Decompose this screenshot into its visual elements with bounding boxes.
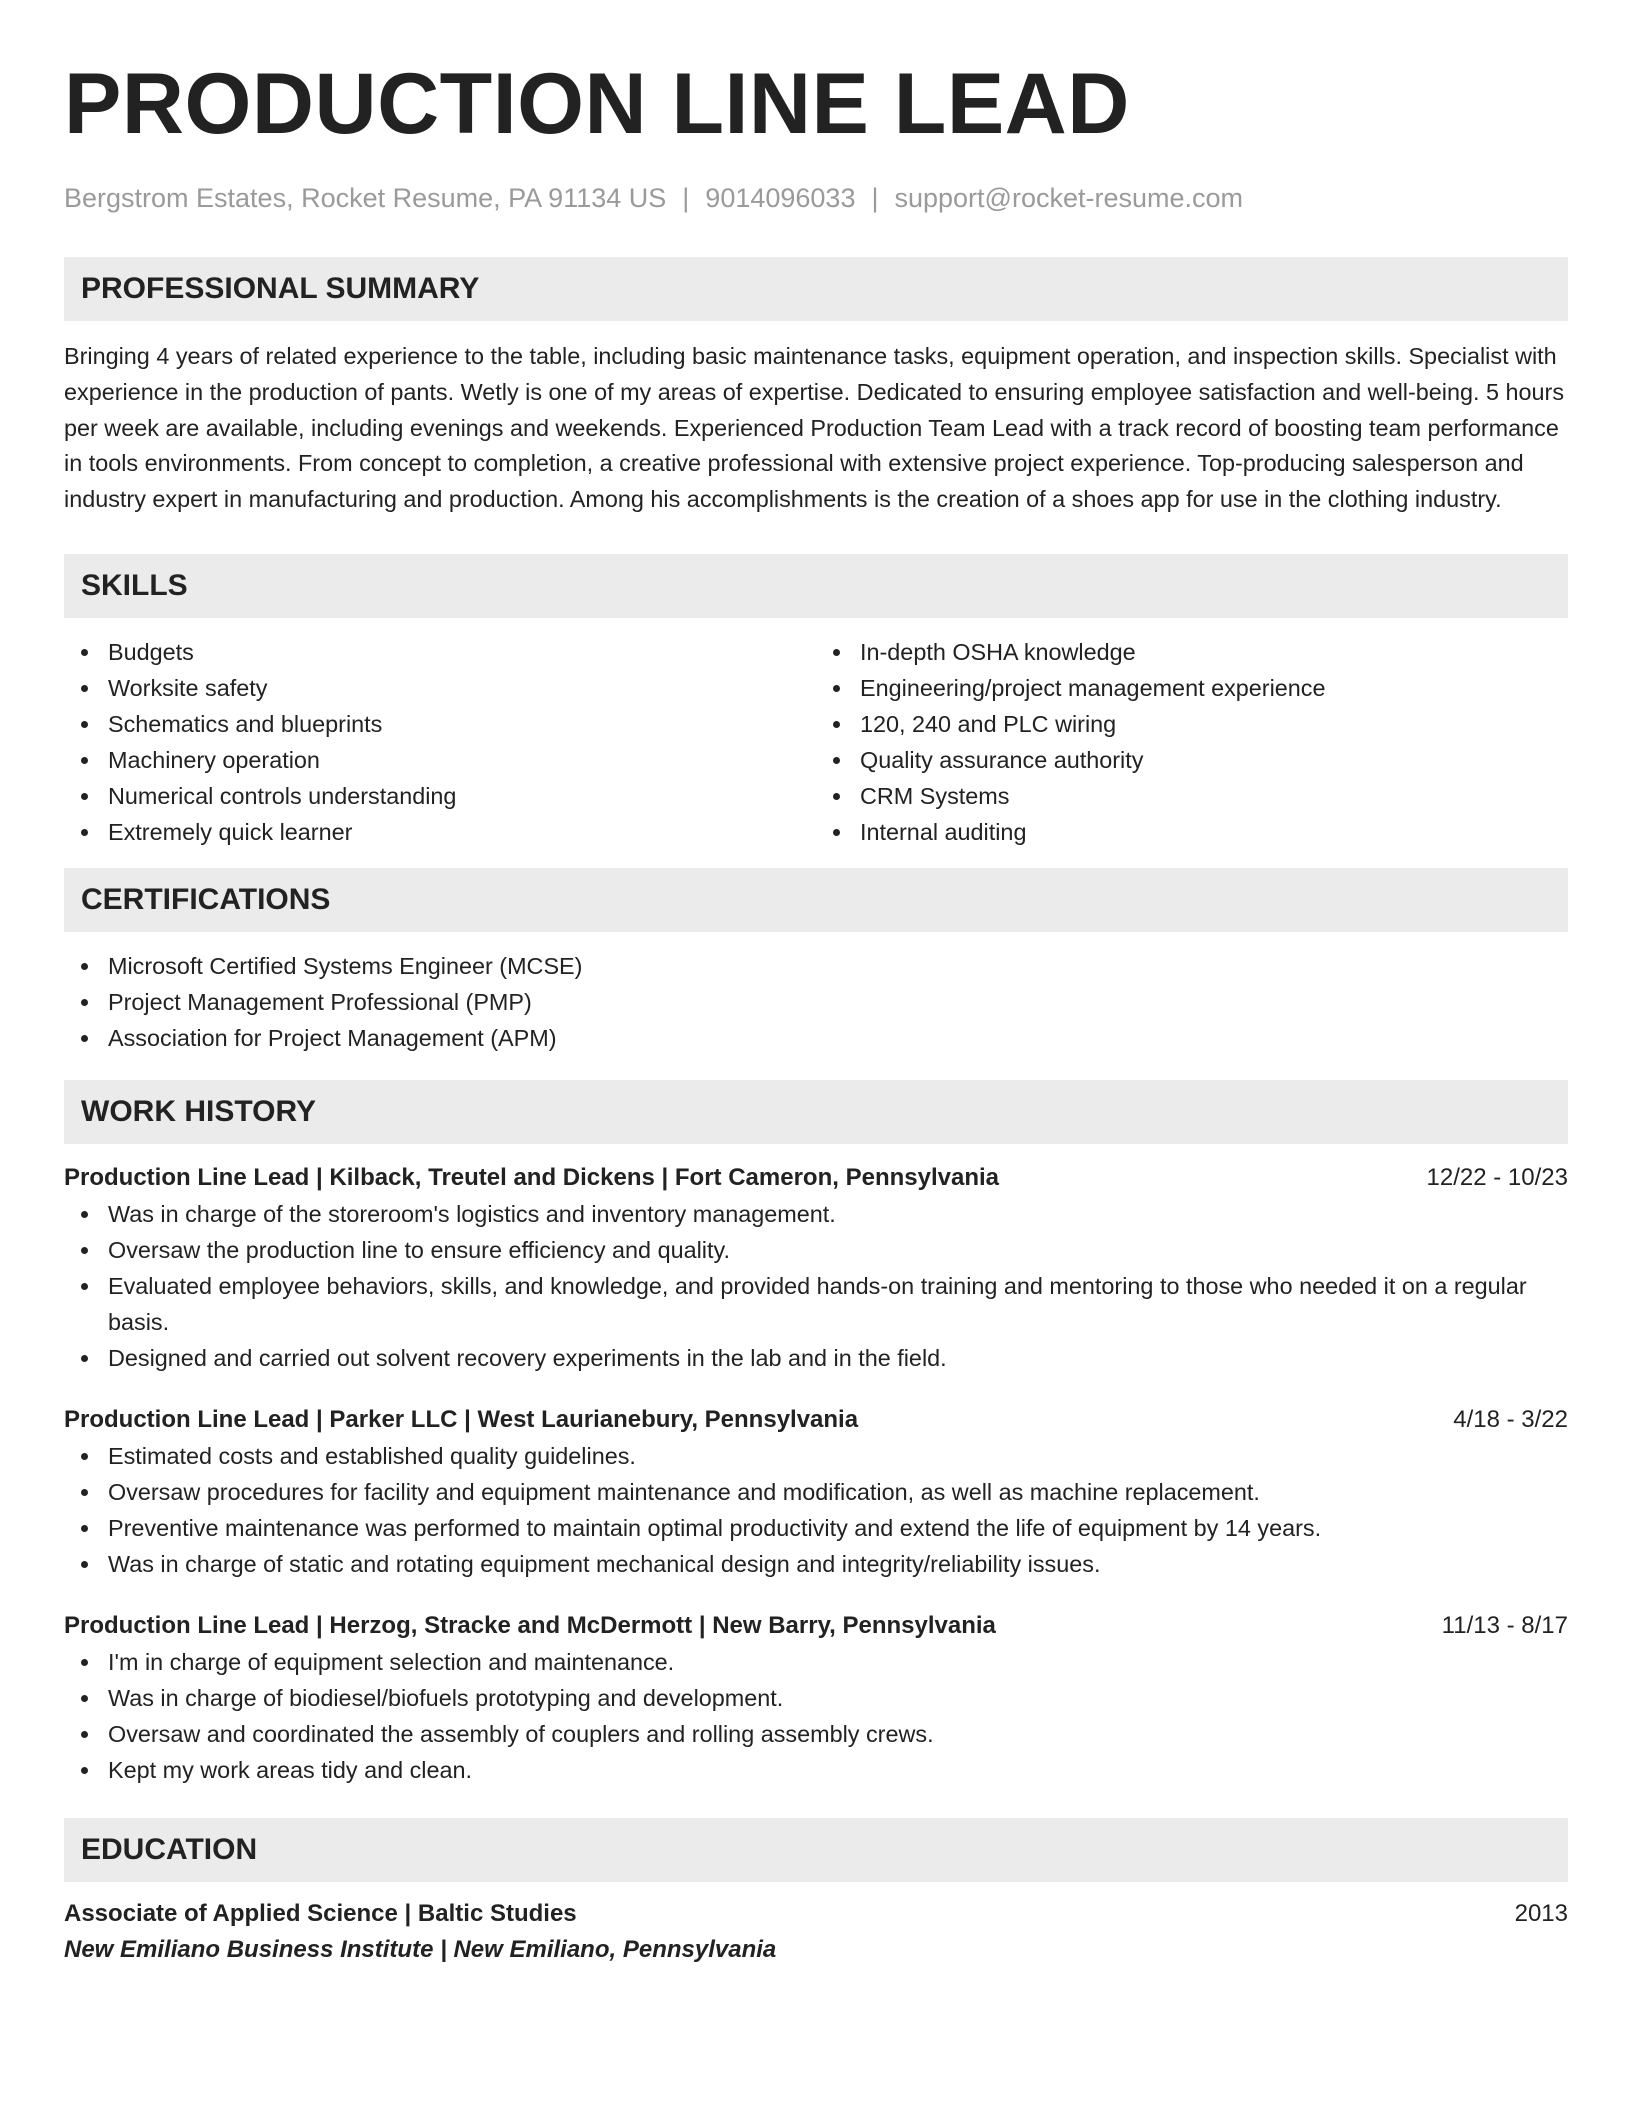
skills-column-right	[816, 634, 1568, 850]
skills-grid	[64, 634, 1568, 850]
certifications-list	[64, 948, 1568, 1056]
section-heading-certifications: CERTIFICATIONS	[64, 868, 1568, 932]
section-heading-summary: PROFESSIONAL SUMMARY	[64, 257, 1568, 321]
skill-item: Quality assurance authority	[816, 742, 1568, 778]
education-header	[64, 1896, 1568, 1932]
certification-item: Project Management Professional (PMP)	[64, 984, 1568, 1020]
job-title: Production Line Lead | Herzog, Stracke and McDermott | New Barry, Pennsylvania	[64, 1611, 996, 1639]
skill-item: Schematics and blueprints	[64, 706, 816, 742]
skill-item: Worksite safety	[64, 670, 816, 706]
job-bullet: Oversaw procedures for facility and equipment maintenance and modification, as well as machine replacement.	[64, 1474, 1568, 1510]
skill-item: In-depth OSHA knowledge	[816, 634, 1568, 670]
skill-item: Engineering/project management experience	[816, 670, 1568, 706]
section-heading-education: EDUCATION	[64, 1818, 1568, 1882]
job-dates: 12/22 - 10/23	[1426, 1163, 1568, 1191]
job-bullet: I'm in charge of equipment selection and maintenance.	[64, 1644, 1568, 1680]
job-entry	[64, 1160, 1568, 1376]
certification-item: Association for Project Management (APM)	[64, 1020, 1568, 1056]
contact-address: Bergstrom Estates, Rocket Resume, PA 91134 US	[64, 183, 667, 213]
job-header	[64, 1402, 1568, 1438]
job-bullets	[64, 1196, 1568, 1376]
skill-item: CRM Systems	[816, 778, 1568, 814]
education-year: 2013	[1514, 1899, 1568, 1927]
section-heading-skills: SKILLS	[64, 554, 1568, 618]
job-entry	[64, 1402, 1568, 1582]
job-bullet: Was in charge of static and rotating equipment mechanical design and integrity/reliability issues.	[64, 1546, 1568, 1582]
contact-separator: |	[871, 183, 879, 213]
job-dates: 4/18 - 3/22	[1453, 1405, 1568, 1433]
job-bullet: Kept my work areas tidy and clean.	[64, 1752, 1568, 1788]
skill-item: Machinery operation	[64, 742, 816, 778]
skill-item: Budgets	[64, 634, 816, 670]
job-title: Production Line Lead | Parker LLC | West Laurianebury, Pennsylvania	[64, 1405, 859, 1433]
job-header	[64, 1608, 1568, 1644]
skill-item: Numerical controls understanding	[64, 778, 816, 814]
contact-phone: 9014096033	[705, 183, 856, 213]
education-degree: Associate of Applied Science | Baltic Studies	[64, 1899, 577, 1927]
skill-item: 120, 240 and PLC wiring	[816, 706, 1568, 742]
section-heading-work-history: WORK HISTORY	[64, 1080, 1568, 1144]
job-bullet: Was in charge of biodiesel/biofuels prototyping and development.	[64, 1680, 1568, 1716]
education-school: New Emiliano Business Institute | New Emiliano, Pennsylvania	[64, 1935, 777, 1963]
contact-separator: |	[682, 183, 690, 213]
candidate-name: PRODUCTION LINE LEAD	[64, 56, 1130, 152]
job-bullet: Evaluated employee behaviors, skills, and knowledge, and provided hands-on training and mentoring to those who needed it on a regular basis.	[64, 1268, 1568, 1340]
job-bullet: Preventive maintenance was performed to maintain optimal productivity and extend the life of equipment by 14 years.	[64, 1510, 1568, 1546]
job-bullets	[64, 1644, 1568, 1788]
skill-item: Extremely quick learner	[64, 814, 816, 850]
job-header	[64, 1160, 1568, 1196]
skill-item: Internal auditing	[816, 814, 1568, 850]
certification-item: Microsoft Certified Systems Engineer (MCSE)	[64, 948, 1568, 984]
contact-line	[64, 178, 1568, 218]
job-bullet: Oversaw and coordinated the assembly of couplers and rolling assembly crews.	[64, 1716, 1568, 1752]
job-bullet: Designed and carried out solvent recovery experiments in the lab and in the field.	[64, 1340, 1568, 1376]
job-title: Production Line Lead | Kilback, Treutel and Dickens | Fort Cameron, Pennsylvania	[64, 1163, 999, 1191]
job-bullet: Estimated costs and established quality guidelines.	[64, 1438, 1568, 1474]
job-bullet: Was in charge of the storeroom's logistics and inventory management.	[64, 1196, 1568, 1232]
education-entry	[64, 1896, 1568, 1968]
job-dates: 11/13 - 8/17	[1441, 1611, 1568, 1639]
job-entry	[64, 1608, 1568, 1788]
summary-text: Bringing 4 years of related experience to the table, including basic maintenance tasks, equipment operation, and inspection skills. Specialist with experience in the production of pants. Wetly is one of my areas of expertise. Dedicated to ensuring employee satisfaction and well-being. 5 hours per week are available, including evenings and weekends. Experienced Production Team Lead with a track record of boosting team performance in tools environments. From concept to completion, a creative professional with extensive project experience. Top-producing salesperson and industry expert in manufacturing and production. Among his accomplishments is the creation of a shoes app for use in the clothing industry.	[64, 343, 1565, 513]
job-bullet: Oversaw the production line to ensure efficiency and quality.	[64, 1232, 1568, 1268]
contact-email: support@rocket-resume.com	[894, 183, 1244, 213]
skills-column-left	[64, 634, 816, 850]
job-bullets	[64, 1438, 1568, 1582]
